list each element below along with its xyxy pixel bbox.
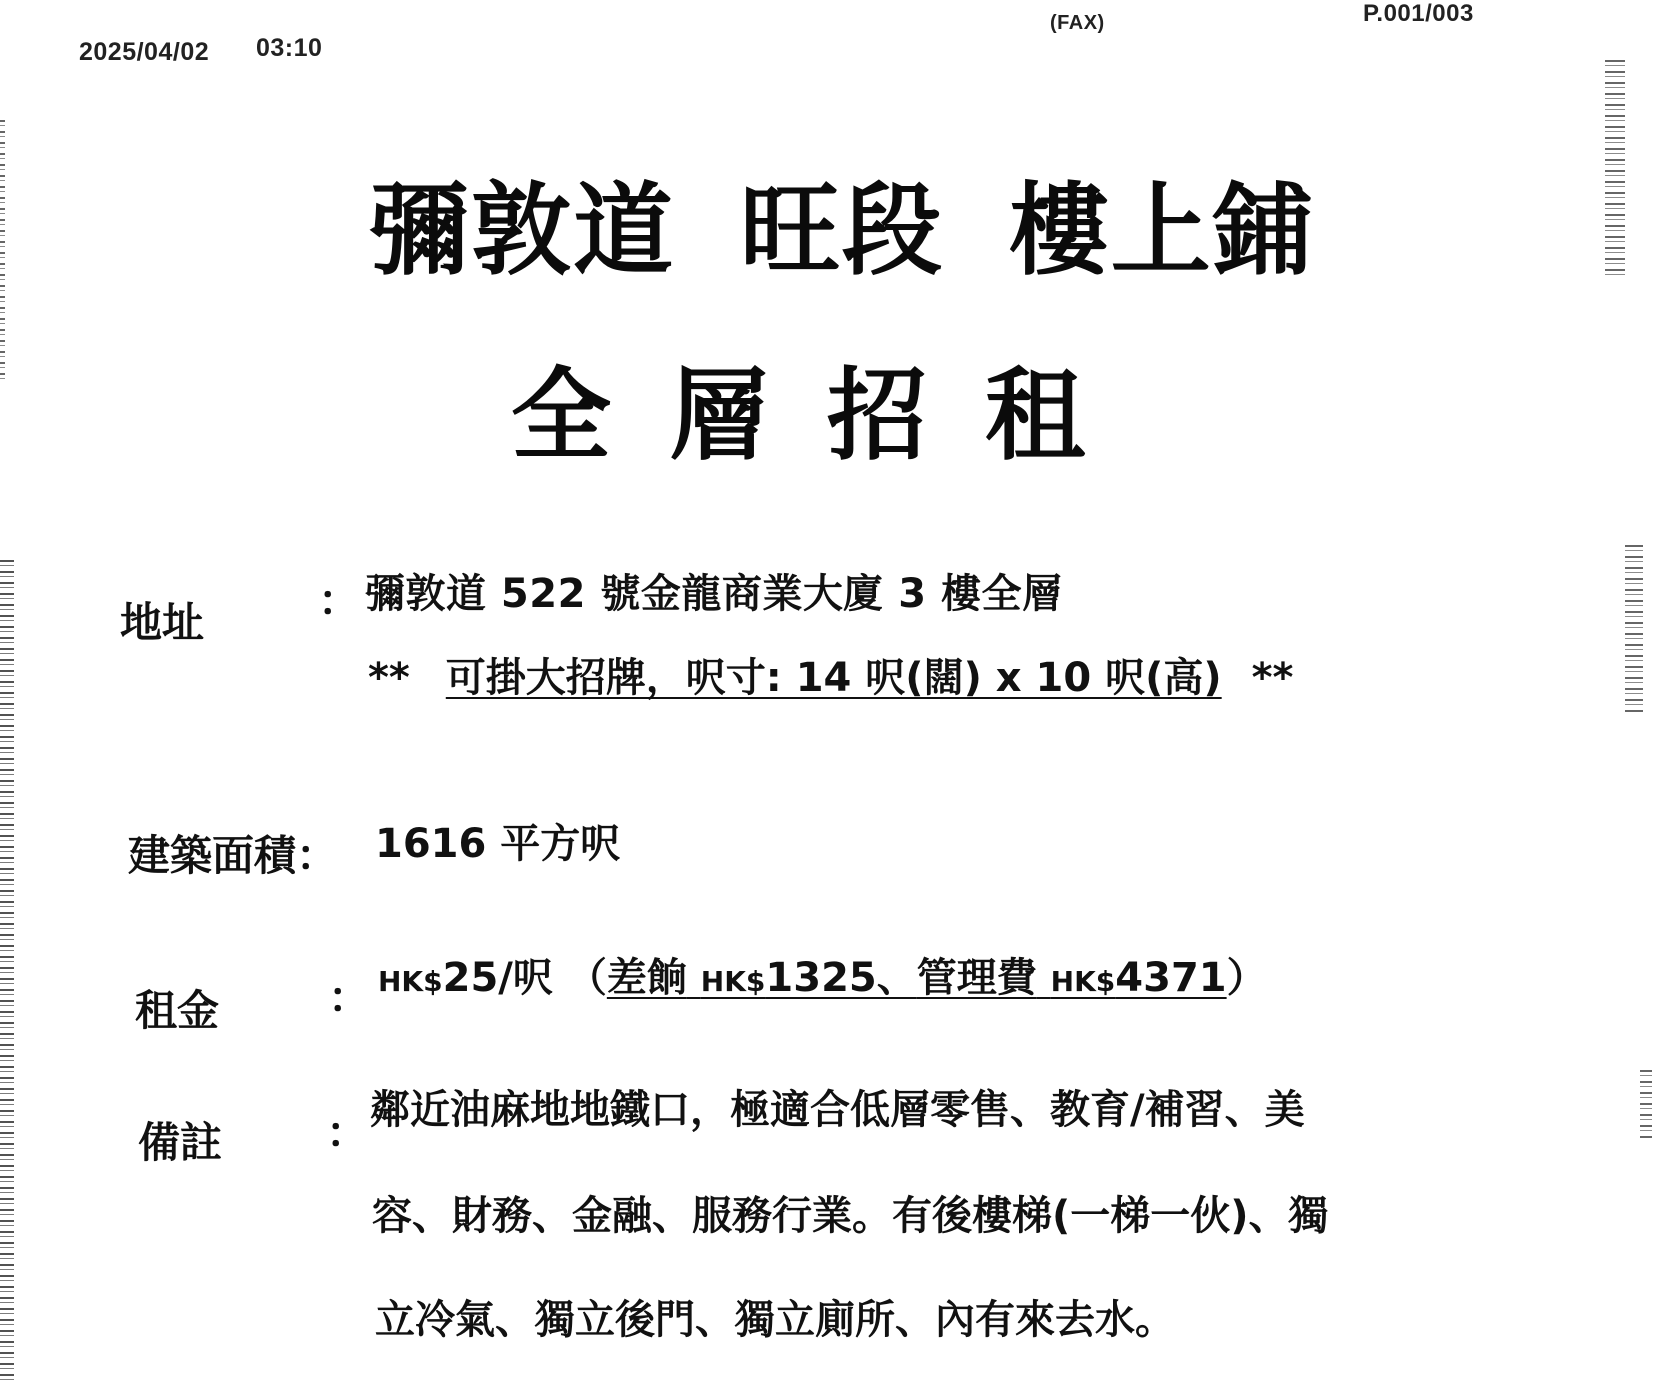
- fax-date: 2025/04/02: [79, 38, 210, 66]
- fax-page-number: P.001/003: [1363, 0, 1474, 27]
- remarks-line-2: 容、財務、金融、服務行業。有後樓梯(一梯一伙)、獨: [372, 1193, 1329, 1239]
- scan-edge-right-bottom: [1640, 1070, 1652, 1140]
- headline: 彌敦道 旺段 樓上鋪: [369, 172, 1315, 289]
- fax-time: 03:10: [256, 34, 323, 62]
- rent-close-paren: ）: [1226, 955, 1267, 1001]
- rates-currency: HK$: [700, 965, 766, 998]
- rent-rate: 25/呎: [442, 955, 553, 1001]
- rent-value: [378, 946, 1267, 1003]
- rent-currency: HK$: [378, 965, 443, 998]
- address-value: 彌敦道 522 號金龍商業大廈 3 樓全層: [365, 571, 1063, 617]
- signage-note-text: 可掛大招牌，呎寸: 14 呎(闊) x 10 呎(高): [445, 655, 1222, 701]
- mgmt-fee-label: 管理費: [916, 955, 1037, 1001]
- area-label: 建築面積：: [128, 831, 339, 880]
- remarks-colon: ：: [326, 1108, 369, 1157]
- remarks-label: 備註: [138, 1118, 223, 1167]
- mgmt-fee-currency: HK$: [1050, 965, 1116, 998]
- signage-note: [368, 646, 1293, 703]
- fax-tag: (FAX): [1050, 12, 1105, 34]
- rates-value: 1325、: [765, 955, 917, 1001]
- mgmt-fee-value: 4371: [1115, 955, 1227, 1001]
- address-label: 地址: [120, 598, 205, 647]
- scan-edge-left-bottom: [0, 560, 14, 1380]
- rates-label: 差餉: [606, 955, 687, 1001]
- rent-colon: ：: [328, 973, 371, 1022]
- rent-label: 租金: [135, 986, 220, 1035]
- signage-note-suffix: **: [1251, 655, 1294, 701]
- address-colon: ：: [318, 576, 361, 625]
- rent-extra-charges: [607, 955, 1227, 1001]
- scan-edge-right-middle: [1625, 545, 1643, 715]
- remarks-line-1: 鄰近油麻地地鐵口，極適合低層零售、教育/補習、美: [370, 1087, 1305, 1133]
- remarks-line-3: 立冷氣、獨立後門、獨立廁所、內有來去水。: [375, 1297, 1175, 1343]
- signage-note-prefix: **: [368, 655, 410, 701]
- rent-open-paren: （: [566, 955, 607, 1001]
- area-value: 1616 平方呎: [375, 821, 621, 867]
- subheadline: 全層招租: [511, 357, 1143, 474]
